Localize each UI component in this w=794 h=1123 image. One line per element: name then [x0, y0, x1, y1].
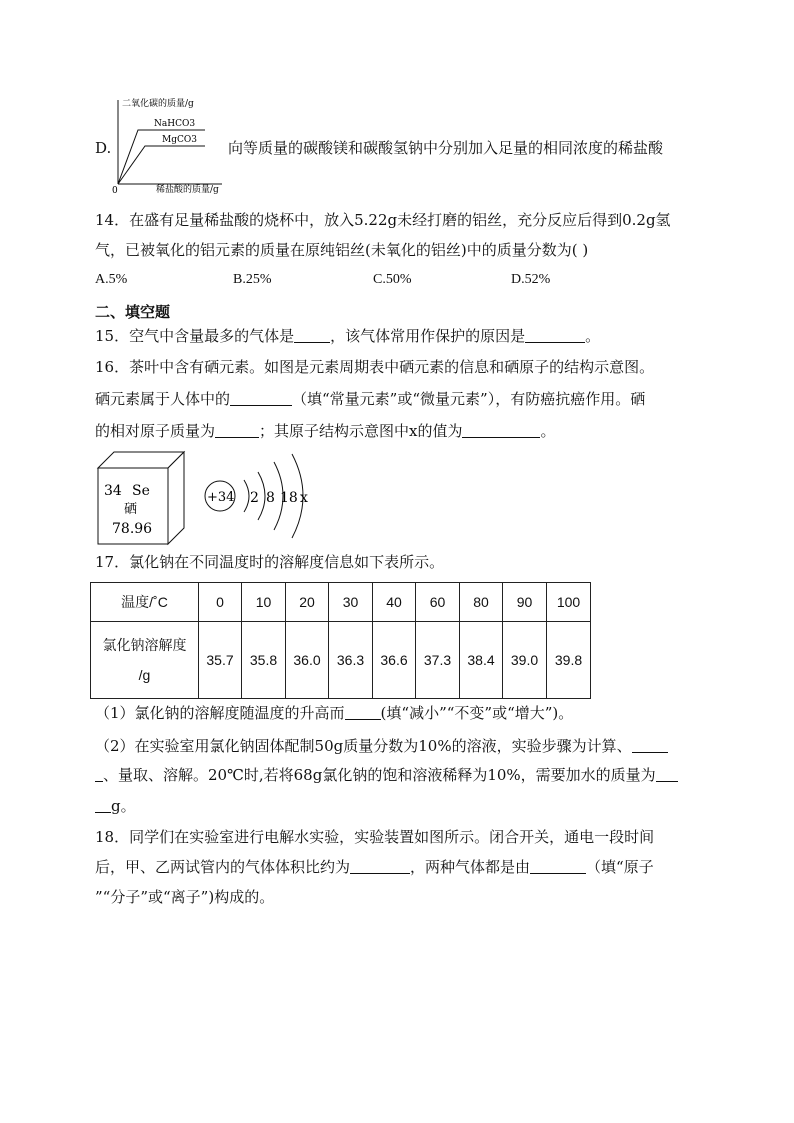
atom-nucleus-charge: +34: [207, 490, 235, 505]
table-cell-solubility: 39.0: [503, 622, 547, 699]
q18-blank-1[interactable]: [350, 859, 410, 874]
q16-text-3a: 的相对原子质量为: [95, 422, 216, 440]
selenium-figure: [96, 450, 326, 550]
table-cell-solubility: 38.4: [460, 622, 503, 699]
table-cell-temp: 40: [373, 583, 416, 622]
q17-blank-2-cont[interactable]: [95, 767, 103, 782]
table-cell-temp: 0: [199, 583, 242, 622]
q15-line: [95, 326, 600, 346]
table-cell-temp: 30: [329, 583, 373, 622]
q18-line3: ”“分子”或“离子”)构成的。: [95, 888, 275, 906]
q17-sub2-line3: [95, 796, 136, 816]
table-cell-temp: 100: [547, 583, 591, 622]
table-header-solubility: [91, 622, 199, 699]
q16-line1: 16．茶叶中含有硒元素。如图是元素周期表中硒元素的信息和硒原子的结构示意图。: [95, 358, 655, 376]
table-cell-solubility: 36.0: [286, 622, 329, 699]
q17-blank-3-cont[interactable]: [95, 798, 111, 813]
atom-shell-2: [258, 472, 265, 520]
section-title: 二、填空题: [95, 303, 171, 321]
q15-text-3: 。: [585, 327, 601, 345]
table-header-temperature: 温度/˚C: [91, 583, 199, 622]
q16-blank-1[interactable]: [230, 391, 292, 406]
series-nahco3-label: NaHCO3: [154, 119, 196, 129]
atom-shell-1: [244, 480, 249, 512]
q17-sub2-line2: [95, 765, 678, 785]
element-mass: 78.96: [112, 521, 153, 537]
series-mgco3-label: MgCO3: [162, 135, 197, 145]
q16-blank-2[interactable]: [215, 423, 259, 438]
q17-sub2-text-3b: g。: [111, 797, 136, 815]
series-mgco3-line: [118, 146, 205, 184]
table-header-solubility-line1: 氯化钠溶解度: [102, 637, 187, 653]
q17-blank-1[interactable]: [345, 705, 381, 720]
table-cell-temp: 90: [503, 583, 547, 622]
table-cell-temp: 80: [460, 583, 503, 622]
q15-blank-1[interactable]: [294, 328, 330, 343]
element-name: 硒: [124, 502, 138, 517]
q14-option-d: D.52%: [511, 272, 551, 287]
q18-text-2a: 后，甲、乙两试管内的气体体积比约为: [95, 858, 351, 876]
atom-shell-2-electrons: 8: [266, 490, 275, 506]
q16-blank-3[interactable]: [462, 423, 540, 438]
q18-line2: [95, 857, 654, 877]
q17-sub1: [95, 703, 573, 723]
q14-line2: 气，已被氧化的铝元素的质量在原纯铝丝(未氧化的铝丝)中的质量分数为( ): [95, 241, 589, 259]
table-cell-solubility: 37.3: [416, 622, 460, 699]
q18-line1: 18．同学们在实验室进行电解水实验，实验装置如图所示。闭合开关，通电一段时间: [95, 828, 655, 846]
element-symbol: Se: [132, 483, 150, 499]
q15-text-2: ，该气体常用作保护的原因是: [330, 327, 526, 345]
table-cell-temp: 20: [286, 583, 329, 622]
table-header-solubility-line2: /g: [138, 667, 151, 683]
q16-line2: [95, 389, 645, 409]
table-cell-solubility: 35.8: [242, 622, 286, 699]
atom-shell-1-electrons: 2: [250, 490, 259, 506]
q16-text-3b: ；其原子结构示意图中x的值为: [259, 422, 463, 440]
q18-text-2b: ，两种气体都是由: [410, 858, 531, 876]
option-d-label: D.: [95, 139, 112, 157]
graph-xlabel: 稀盐酸的质量/g: [156, 185, 219, 195]
q17-intro: 17．氯化钠在不同温度时的溶解度信息如下表所示。: [95, 553, 445, 571]
element-number: 34: [104, 483, 122, 499]
q18-blank-2[interactable]: [530, 859, 586, 874]
table-row-temperature: [91, 583, 591, 622]
q16-text-2b: （填“常量元素”或“微量元素”），有防癌抗癌作用。硒: [292, 390, 646, 408]
q14-option-a: A.5%: [95, 272, 128, 287]
q15-blank-2[interactable]: [525, 328, 585, 343]
graph-ylabel: 二氧化碳的质量/g: [122, 99, 194, 109]
q17-sub2-line1: [95, 736, 668, 756]
option-d-text: 向等质量的碳酸镁和碳酸氢钠中分别加入足量的相同浓度的稀盐酸: [228, 139, 664, 157]
q16-line3: [95, 421, 556, 441]
q16-text-2a: 硒元素属于人体中的: [95, 390, 231, 408]
table-cell-solubility: 35.7: [199, 622, 242, 699]
q17-blank-2[interactable]: [632, 738, 668, 753]
q17-sub2-text-2a: 、量取、溶解。20℃时,若将68g氯化钠的饱和溶液稀释为10%，需要加水的质量为: [103, 766, 656, 784]
table-row-solubility: [91, 622, 591, 699]
q16-text-3c: 。: [540, 422, 556, 440]
atom-shell-4-electrons: x: [300, 490, 308, 506]
q17-blank-3[interactable]: [656, 767, 678, 782]
q18-text-2c: （填“原子: [586, 858, 654, 876]
graph-origin: 0: [112, 186, 118, 196]
element-cell-side: [168, 452, 184, 544]
q14-option-b: B.25%: [233, 272, 272, 287]
q17-sub1-text-b: (填“减小”“不变”或“增大”)。: [380, 704, 574, 722]
q17-sub1-text-a: （1）氯化钠的溶解度随温度的升高而: [95, 704, 345, 722]
table-cell-temp: 10: [242, 583, 286, 622]
table-cell-solubility: 36.6: [373, 622, 416, 699]
co2-graph: [100, 96, 230, 196]
table-cell-solubility: 36.3: [329, 622, 373, 699]
table-cell-temp: 60: [416, 583, 460, 622]
q14-line1: 14．在盛有足量稀盐酸的烧杯中，放入5.22g未经打磨的铝丝，充分反应后得到0.2g氢: [95, 211, 671, 229]
solubility-table: [90, 582, 591, 699]
atom-shell-3-electrons: 18: [280, 490, 298, 506]
q14-option-c: C.50%: [373, 272, 412, 287]
table-cell-solubility: 39.8: [547, 622, 591, 699]
q15-text-1: 15．空气中含量最多的气体是: [95, 327, 295, 345]
q17-sub2-text-1a: （2）在实验室用氯化钠固体配制50g质量分数为10%的溶液，实验步骤为计算、: [95, 737, 632, 755]
